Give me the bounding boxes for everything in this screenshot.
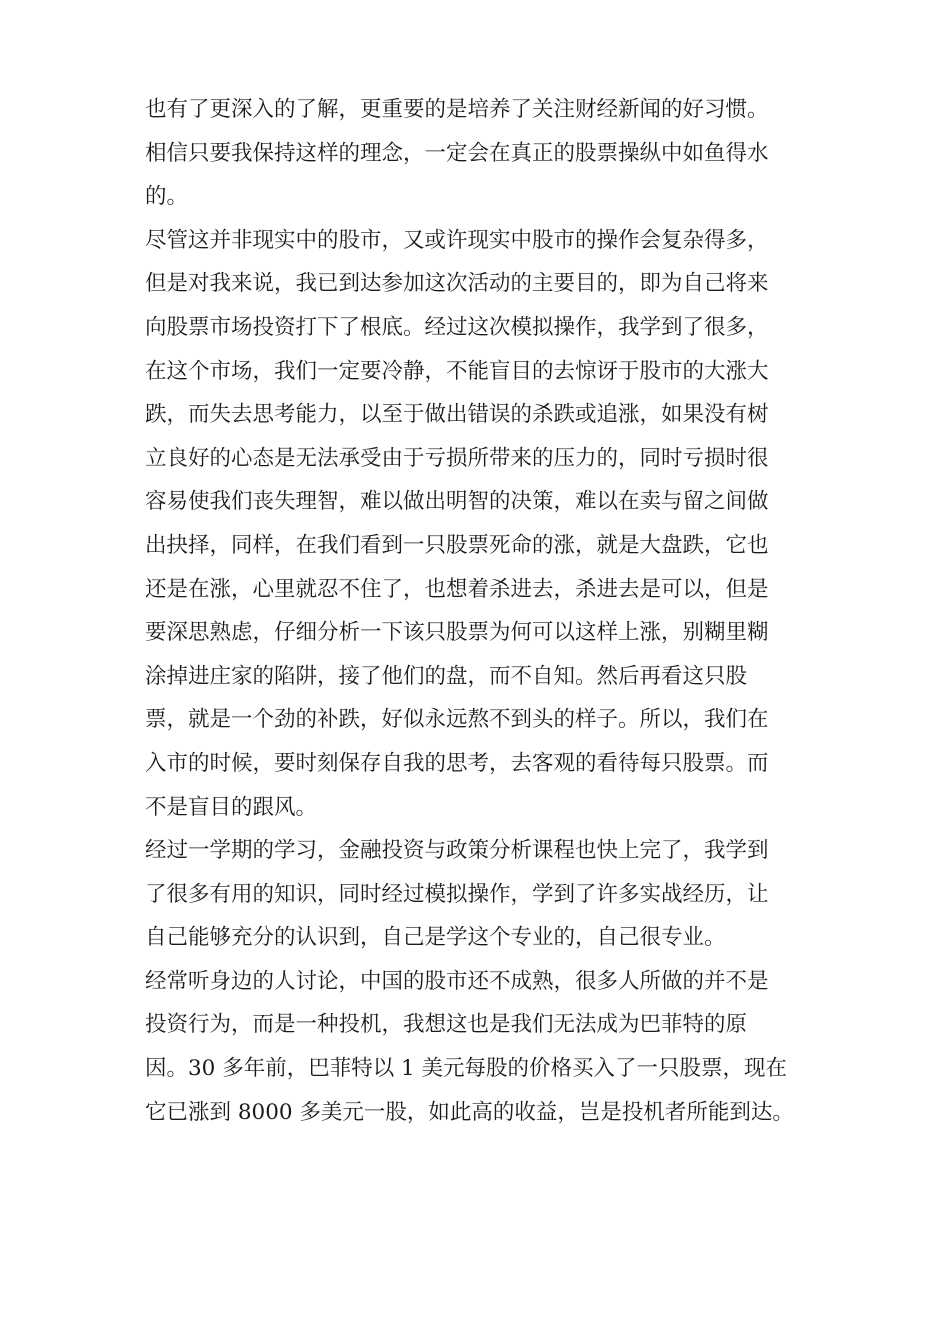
text-line: 了很多有用的知识，同时经过模拟操作，学到了许多实战经历，让 — [145, 881, 769, 907]
body-text — [145, 88, 805, 1134]
text-line: 的。 — [145, 184, 189, 210]
text-line: 出抉择，同样，在我们看到一只股票死命的涨，就是大盘跌，它也 — [145, 532, 769, 558]
text-line: 要深思熟虑，仔细分析一下该只股票为何可以这样上涨，别糊里糊 — [145, 620, 769, 646]
text-line: 经过一学期的学习，金融投资与政策分析课程也快上完了，我学到 — [145, 838, 769, 864]
text-line: 自己能够充分的认识到，自己是学这个专业的，自己很专业。 — [145, 925, 726, 951]
text-line: 票，就是一个劲的补跌，好似永远熬不到头的样子。所以，我们在 — [145, 707, 769, 733]
text-line: 它已涨到 8000 多美元一股，如此高的收益，岂是投机者所能到达。 — [145, 1099, 794, 1125]
text-line: 也有了更深入的了解，更重要的是培养了关注财经新闻的好习惯。 — [145, 97, 769, 122]
text-line: 在这个市场，我们一定要冷静，不能盲目的去惊讶于股市的大涨大 — [145, 358, 769, 384]
text-line: 相信只要我保持这样的理念，一定会在真正的股票操纵中如鱼得水 — [145, 140, 769, 166]
text-line: 立良好的心态是无法承受由于亏损所带来的压力的，同时亏损时很 — [145, 445, 769, 471]
text-line: 经常听身边的人讨论，中国的股市还不成熟，很多人所做的并不是 — [145, 968, 769, 994]
text-line: 投资行为，而是一种投机，我想这也是我们无法成为巴菲特的原 — [145, 1012, 748, 1038]
text-line: 跌，而失去思考能力，以至于做出错误的杀跌或追涨，如果没有树 — [145, 402, 769, 428]
text-line: 容易使我们丧失理智，难以做出明智的决策，难以在卖与留之间做 — [145, 489, 769, 515]
text-line: 还是在涨，心里就忍不住了，也想着杀进去，杀进去是可以，但是 — [145, 576, 769, 602]
text-line: 向股票市场投资打下了根底。经过这次模拟操作，我学到了很多， — [145, 314, 769, 340]
text-line: 但是对我来说，我已到达参加这次活动的主要目的，即为自己将来 — [145, 271, 769, 297]
text-line: 入市的时候，要时刻保存自我的思考，去客观的看待每只股票。而 — [145, 750, 769, 776]
text-line: 尽管这并非现实中的股市，又或许现实中股市的操作会复杂得多， — [145, 227, 769, 253]
text-line: 因。30 多年前，巴菲特以 1 美元每股的价格买入了一只股票，现在 — [145, 1056, 788, 1082]
text-line: 涂掉进庄家的陷阱，接了他们的盘，而不自知。然后再看这只股 — [145, 663, 748, 689]
text-line: 不是盲目的跟风。 — [145, 794, 318, 820]
